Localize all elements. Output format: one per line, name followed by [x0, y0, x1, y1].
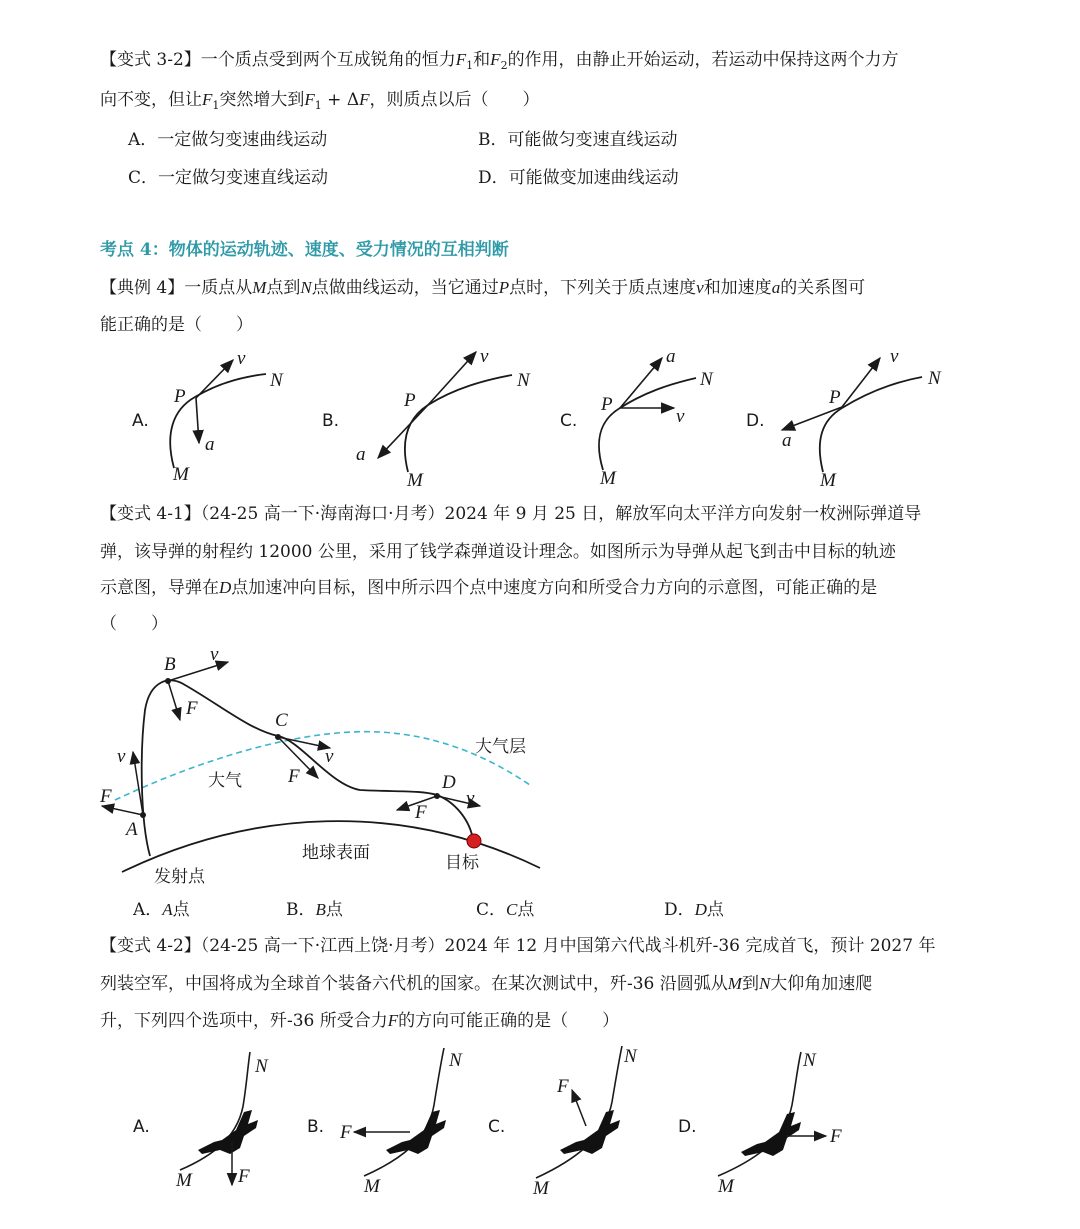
jet-figure-a[interactable] [133, 1052, 269, 1191]
ex4-line1: 【典例 4】一质点从M点到N点做曲线运动，当它通过P点时，下列关于质点速度v和加速度a的关系图可 [100, 278, 866, 298]
jet-figures [0, 1040, 1080, 1200]
q42-tag: 【变式 4-2】 [100, 936, 201, 956]
acceleration-arrow [782, 407, 842, 430]
label-p: P [829, 387, 841, 408]
section-heading-kp4: 考点 4：物体的运动轨迹、速度、受力情况的互相判断 [100, 240, 509, 260]
acceleration-arrow [620, 358, 662, 408]
q32-option-d[interactable]: D．可能做变加速曲线运动 [478, 168, 679, 188]
q41-tag: 【变式 4-1】 [100, 504, 201, 524]
label-atmosphere: 大气 [208, 771, 242, 791]
label-n: N [255, 1056, 268, 1077]
ex4-figure-b[interactable] [322, 346, 531, 491]
q42-option-d-letter: D. [678, 1117, 697, 1137]
q32-option-b[interactable]: B．可能做匀变速直线运动 [478, 130, 678, 150]
label-f: F [830, 1126, 842, 1147]
label-a-f: F [100, 786, 112, 807]
q32-line1: 【变式 3-2】一个质点受到两个互成锐角的恒力$F_1$和$F_2$的作用，由静止开始运动，若运动中保持这两个力方 [100, 50, 899, 72]
label-b-v: v [210, 644, 219, 665]
acceleration-arrow [196, 398, 199, 443]
label-f: F [557, 1076, 569, 1097]
label-p: P [404, 390, 416, 411]
label-d-f: F [415, 802, 427, 823]
label-n: N [928, 368, 941, 389]
velocity-arrow [842, 358, 880, 407]
label-v: v [237, 348, 246, 369]
jet-icon [560, 1110, 620, 1154]
target-marker [467, 834, 481, 848]
label-m: M [364, 1176, 380, 1197]
force-arrow [572, 1090, 586, 1126]
q41-line1: 【变式 4-1】（24-25 高一下·海南海口·月考）2024 年 9 月 25 日，解放军向太平洋方向发射一枚洲际弹道导 [100, 504, 922, 524]
label-n: N [449, 1050, 462, 1071]
q41-option-b[interactable]: B．B点 [286, 900, 343, 920]
missile-trajectory-figure [0, 640, 1080, 890]
velocity-arrow [428, 352, 476, 405]
label-d: D [442, 772, 456, 793]
flight-path-arc [180, 1052, 250, 1170]
label-launch-point: 发射点 [154, 867, 205, 887]
label-target: 目标 [445, 853, 479, 873]
velocity-arrow [196, 360, 233, 398]
ex4-option-c-letter: C. [560, 411, 578, 431]
label-b: B [164, 654, 176, 675]
label-m: M [176, 1170, 192, 1191]
jet-figure-d[interactable] [678, 1050, 842, 1197]
label-a: a [205, 434, 215, 455]
label-d-v: v [466, 788, 475, 809]
label-n: N [270, 370, 283, 391]
point-a-force-arrow [102, 806, 143, 815]
q41-option-a[interactable]: A．A点 [133, 900, 190, 920]
q41-option-d[interactable]: D．D点 [664, 900, 724, 920]
acceleration-arrow [378, 405, 428, 458]
jet-figure-c[interactable] [488, 1046, 638, 1199]
ex4-line2: 能正确的是（ ） [100, 315, 253, 335]
q42-line3: 升，下列四个选项中，歼-36 所受合力F的方向可能正确的是（ ） [100, 1011, 620, 1031]
label-b-f: F [186, 698, 198, 719]
q41-line4: （ ） [100, 614, 168, 634]
ex4-figure-c[interactable] [560, 346, 714, 489]
label-m: M [718, 1176, 734, 1197]
q41-line3: 示意图，导弹在D点加速冲向目标，图中所示四个点中速度方向和所受合力方向的示意图，可能正确的是 [100, 578, 878, 598]
label-a: a [782, 430, 792, 451]
ex4-figure-a[interactable] [132, 348, 284, 485]
q32-option-c[interactable]: C．一定做匀变速直线运动 [128, 168, 329, 188]
label-a-v: v [117, 746, 126, 767]
label-c-f: F [288, 766, 300, 787]
q32-option-a[interactable]: A．一定做匀变速曲线运动 [128, 130, 328, 150]
label-f: F [238, 1166, 250, 1187]
ex4-option-d-letter: D. [746, 411, 765, 431]
label-n: N [700, 369, 713, 390]
q42-option-b-letter: B. [307, 1117, 325, 1137]
q42-option-c-letter: C. [488, 1117, 506, 1137]
label-v: v [676, 406, 685, 427]
ex4-figure-d[interactable] [746, 346, 942, 491]
q41-line2: 弹，该导弹的射程约 12000 公里，采用了钱学森弹道设计理念。如图所示为导弹从起飞到击中目标的轨迹 [100, 542, 896, 562]
jet-figure-b[interactable] [307, 1048, 463, 1197]
q42-line1: 【变式 4-2】（24-25 高一下·江西上饶·月考）2024 年 12 月中国第六代战斗机歼-36 完成首飞，预计 2027 年 [100, 936, 936, 956]
label-m: M [820, 470, 836, 491]
label-m: M [600, 468, 616, 489]
jet-icon [741, 1112, 801, 1156]
label-m: M [533, 1178, 549, 1199]
label-f: F [340, 1122, 352, 1143]
point-b-velocity-arrow [168, 662, 228, 681]
label-v: v [890, 346, 899, 367]
ex4-tag: 【典例 4】 [100, 278, 185, 298]
label-a: a [666, 346, 676, 367]
label-n: N [517, 370, 530, 391]
label-a: A [126, 819, 138, 840]
label-a: a [356, 444, 366, 465]
point-b-force-arrow [168, 681, 180, 720]
q32-tag: 【变式 3-2】 [100, 50, 201, 70]
label-c: C [275, 710, 288, 731]
ex4-option-a-letter: A. [132, 411, 149, 431]
q42-option-a-letter: A. [133, 1117, 150, 1137]
point-c-velocity-arrow [278, 737, 330, 748]
q41-option-c[interactable]: C．C点 [476, 900, 535, 920]
label-earth-surface: 地球表面 [302, 843, 370, 863]
label-atmosphere-layer: 大气层 [475, 737, 526, 757]
label-m: M [173, 464, 189, 485]
label-p: P [174, 386, 186, 407]
q32-line2: 向不变，但让$F_1$突然增大到$F_1 + \Delta F$，则质点以后（ ） [100, 90, 540, 112]
label-n: N [803, 1050, 816, 1071]
trajectory-curve [405, 375, 512, 472]
ex4-option-b-letter: B. [322, 411, 340, 431]
jet-icon [198, 1110, 258, 1154]
label-p: P [601, 394, 613, 415]
label-v: v [480, 346, 489, 367]
ex4-figures [0, 340, 1080, 490]
label-n: N [624, 1046, 637, 1067]
q42-line2: 列装空军，中国将成为全球首个装备六代机的国家。在某次测试中，歼-36 沿圆弧从M到N大仰角加速爬 [100, 974, 873, 994]
label-m: M [407, 470, 423, 491]
label-c-v: v [325, 746, 334, 767]
